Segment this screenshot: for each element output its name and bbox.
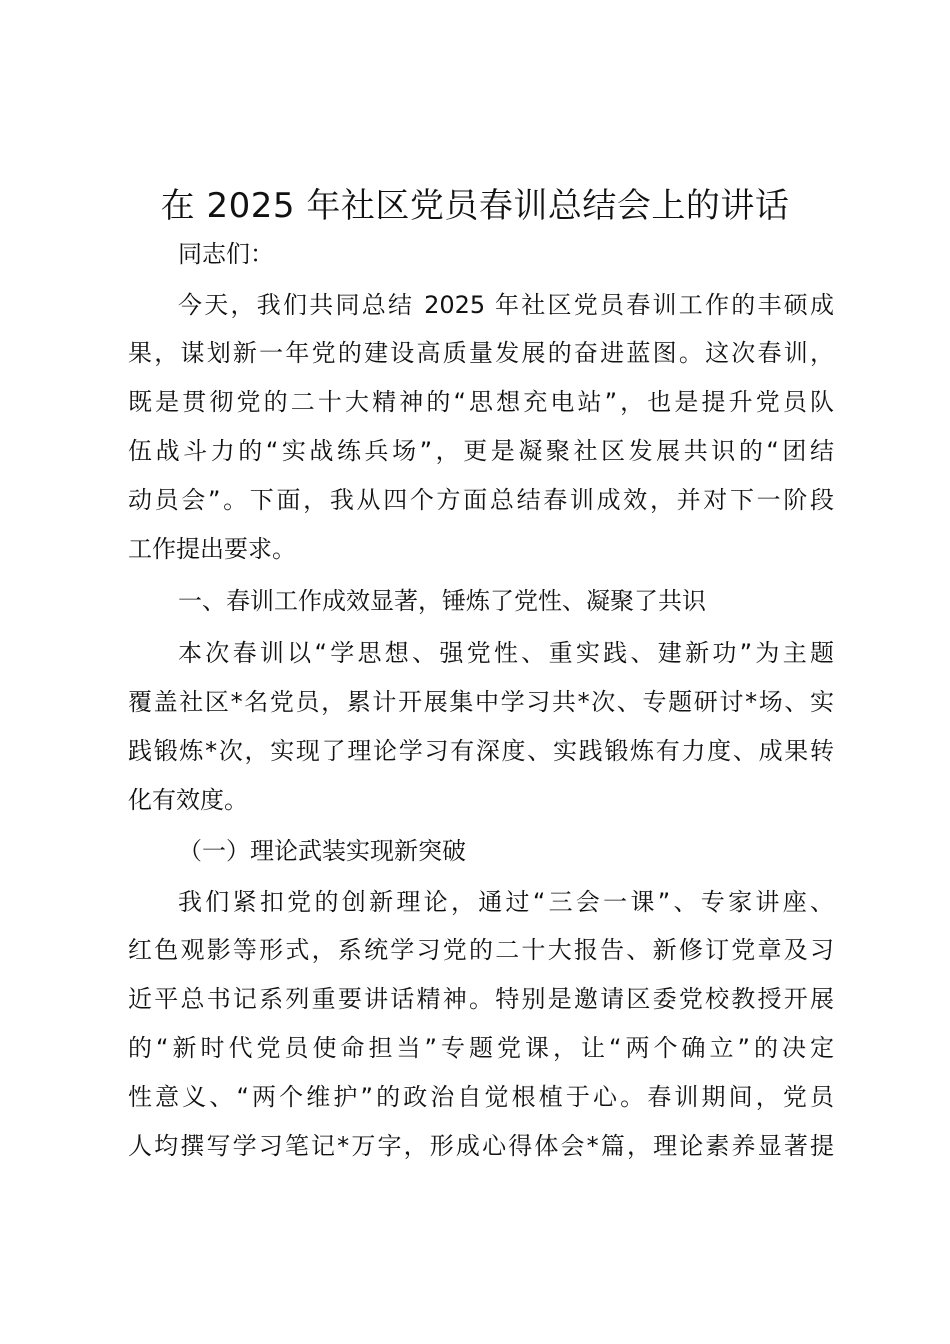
paragraph-line: 红色观影等形式，系统学习党的二十大报告、新修订党章及习 — [128, 936, 834, 964]
paragraph-line: 伍战斗力的“实战练兵场”，更是凝聚社区发展共识的“团结 — [128, 437, 834, 465]
paragraph-line: 果，谋划新一年党的建设高质量发展的奋进蓝图。这次春训， — [128, 339, 834, 367]
paragraph-line: 的“新时代党员使命担当”专题党课，让“两个确立”的决定 — [128, 1034, 834, 1062]
paragraph-line: 近平总书记系列重要讲话精神。特别是邀请区委党校教授开展 — [128, 985, 834, 1013]
paragraph-line: 我们紧扣党的创新理论，通过“三会一课”、专家讲座、 — [178, 888, 834, 916]
paragraph-line: 既是贯彻党的二十大精神的“思想充电站”，也是提升党员队 — [128, 388, 834, 416]
paragraph-line: 动员会”。下面，我从四个方面总结春训成效，并对下一阶段 — [128, 486, 834, 514]
paragraph-line: 覆盖社区*名党员，累计开展集中学习共*次、专题研讨*场、实 — [128, 688, 834, 716]
paragraph-line: 工作提出要求。 — [128, 535, 296, 563]
section-heading: 一、春训工作成效显著，锤炼了党性、凝聚了共识 — [178, 587, 706, 615]
paragraph-line: 化有效度。 — [128, 786, 248, 814]
subsection-heading: （一）理论武装实现新突破 — [178, 837, 466, 865]
paragraph-line: 本次春训以“学思想、强党性、重实践、建新功”为主题 — [178, 639, 834, 667]
document-title: 在 2025 年社区党员春训总结会上的讲话 — [160, 186, 790, 226]
paragraph-line: 人均撰写学习笔记*万字，形成心得体会*篇，理论素养显著提 — [128, 1132, 834, 1160]
paragraph-line: 今天，我们共同总结 2025 年社区党员春训工作的丰硕成 — [178, 291, 834, 319]
paragraph-line: 性意义、“两个维护”的政治自觉根植于心。春训期间，党员 — [128, 1083, 834, 1111]
paragraph-line: 践锻炼*次，实现了理论学习有深度、实践锻炼有力度、成果转 — [128, 737, 834, 765]
salutation: 同志们： — [178, 240, 274, 268]
